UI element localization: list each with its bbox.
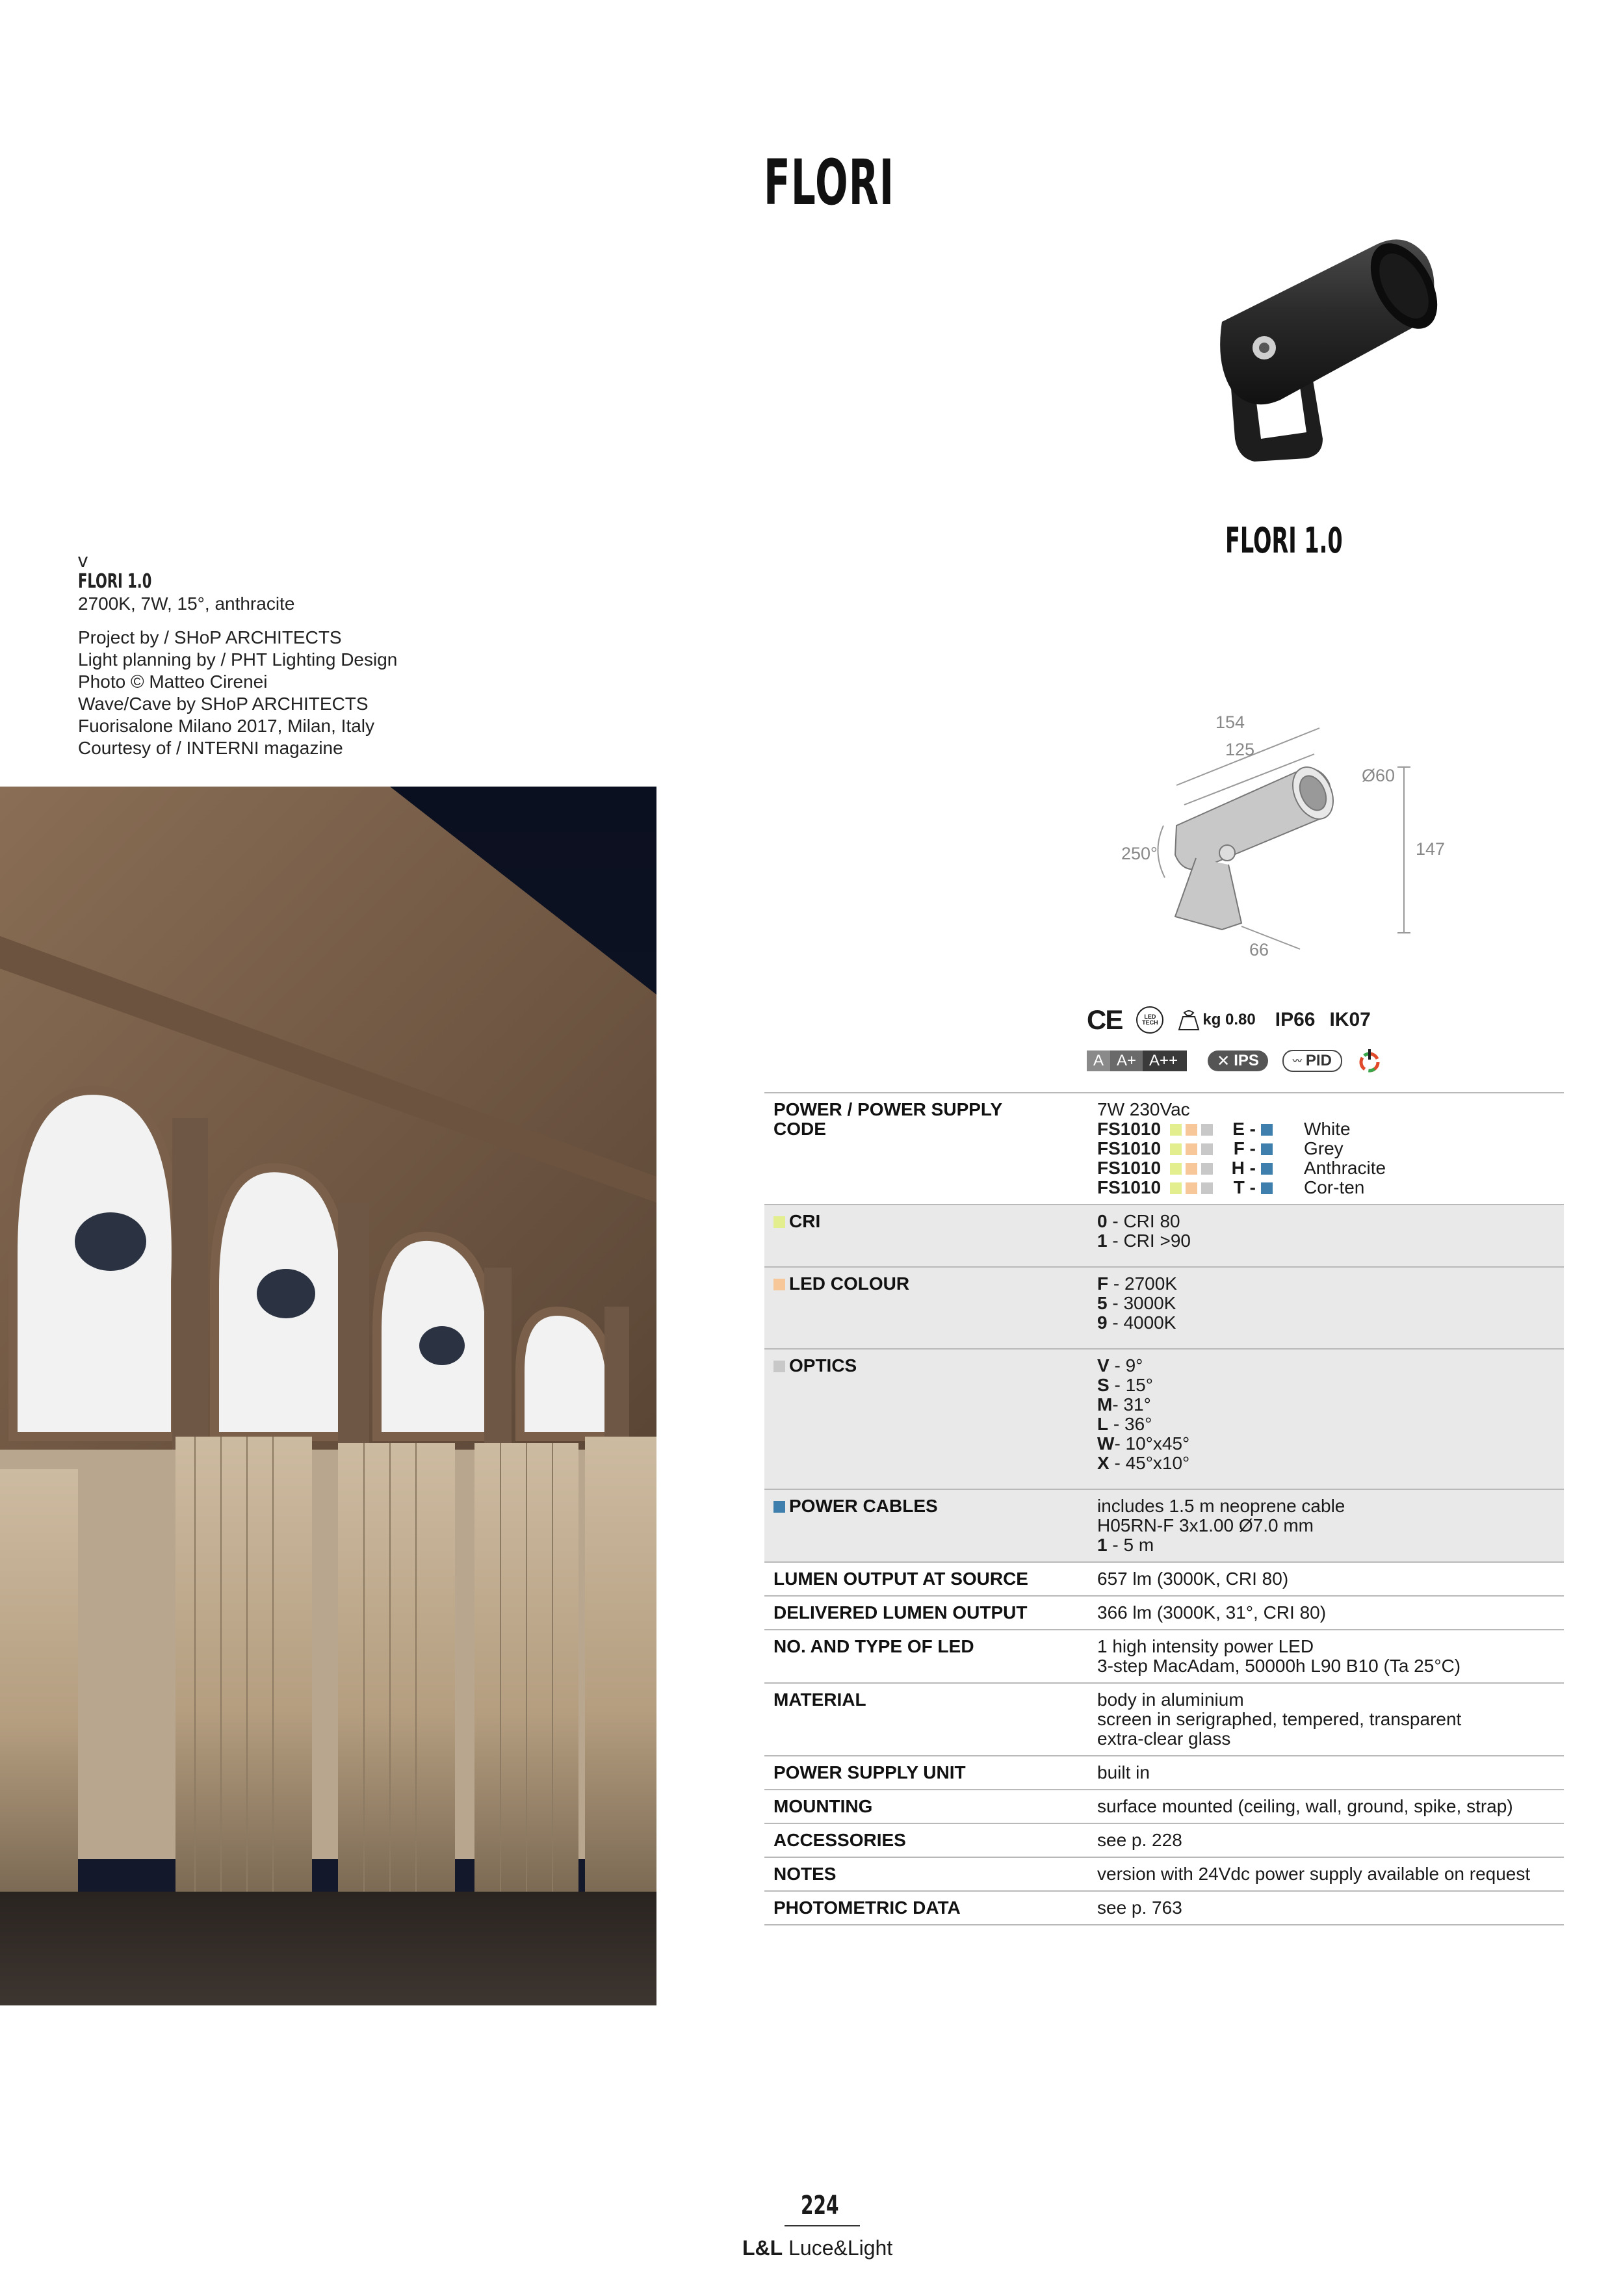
mounting-label: MOUNTING xyxy=(773,1796,873,1816)
led-swatch xyxy=(1186,1143,1197,1155)
cri-option: 0 - CRI 80 xyxy=(1097,1211,1180,1231)
optics-swatch xyxy=(773,1361,785,1372)
spec-row-led-colour xyxy=(764,1267,1564,1349)
spec-row-optics xyxy=(764,1349,1564,1489)
lumen-source-label: LUMEN OUTPUT AT SOURCE xyxy=(773,1569,1028,1589)
optics-option: M- 31° xyxy=(1097,1394,1151,1415)
photometric-label: PHOTOMETRIC DATA xyxy=(773,1898,961,1918)
finish-code: T - xyxy=(1233,1177,1256,1197)
led-colour-label: LED COLOUR xyxy=(789,1273,910,1294)
dim-rotation: 250° xyxy=(1121,844,1158,863)
cri-label: CRI xyxy=(789,1211,821,1231)
spec-row-power xyxy=(764,1093,1564,1205)
credit-line: Wave/Cave by SHoP ARCHITECTS xyxy=(78,694,369,714)
spec-row-mounting xyxy=(764,1790,1564,1823)
code-row xyxy=(1097,1178,1555,1197)
led-tech-icon: LED TECH xyxy=(1136,1006,1163,1034)
finish-name: Anthracite xyxy=(1304,1158,1386,1178)
material-line: screen in serigraphed, tempered, transparent xyxy=(1097,1709,1462,1729)
finish-code: E - xyxy=(1232,1119,1256,1139)
cables-label: POWER CABLES xyxy=(789,1496,938,1516)
lumen-source-value: 657 lm (3000K, CRI 80) xyxy=(1097,1569,1289,1589)
optics-option: L - 36° xyxy=(1097,1414,1152,1434)
optics-swatch xyxy=(1201,1182,1213,1194)
cable-swatch xyxy=(1261,1124,1273,1136)
cable-swatch xyxy=(1261,1182,1273,1194)
cable-swatch xyxy=(773,1501,785,1513)
spec-row-lumen-delivered xyxy=(764,1596,1564,1630)
footer-brand xyxy=(742,2236,892,2260)
finish-name: White xyxy=(1304,1119,1351,1139)
code: FS1010 xyxy=(1097,1177,1162,1197)
dim-154: 154 xyxy=(1215,712,1245,732)
footer-divider xyxy=(785,2225,860,2226)
optics-option: S - 15° xyxy=(1097,1375,1153,1395)
material-line: body in aluminium xyxy=(1097,1689,1244,1710)
code: FS1010 xyxy=(1097,1138,1162,1158)
notes-label: NOTES xyxy=(773,1864,837,1884)
certifications-row-2 xyxy=(1087,1048,1383,1074)
spec-table xyxy=(764,1092,1564,1925)
finish-code: H - xyxy=(1231,1158,1256,1178)
material-line: extra-clear glass xyxy=(1097,1729,1231,1749)
spec-row-notes xyxy=(764,1857,1564,1891)
cables-line: includes 1.5 m neoprene cable xyxy=(1097,1496,1345,1516)
page-number: 224 xyxy=(801,2191,839,2221)
cri-swatch xyxy=(1170,1182,1182,1194)
cables-line: H05RN-F 3x1.00 Ø7.0 mm xyxy=(1097,1515,1314,1535)
spec-row-accessories xyxy=(764,1823,1564,1857)
spec-row-psu xyxy=(764,1756,1564,1790)
credit-line: Light planning by / PHT Lighting Design xyxy=(78,649,398,670)
dim-147: 147 xyxy=(1416,839,1446,859)
finish-name: Grey xyxy=(1304,1138,1344,1158)
ips-badge xyxy=(1208,1050,1268,1071)
accessories-value[interactable]: see p. 228 xyxy=(1097,1830,1182,1850)
led-type-line: 3-step MacAdam, 50000h L90 B10 (Ta 25°C) xyxy=(1097,1656,1461,1676)
optics-swatch xyxy=(1201,1124,1213,1136)
optics-option: W- 10°x45° xyxy=(1097,1433,1190,1454)
cri-swatch xyxy=(1170,1143,1182,1155)
ik-rating: IK07 xyxy=(1329,1009,1371,1030)
material-label: MATERIAL xyxy=(773,1689,866,1710)
energy-class-badge xyxy=(1087,1050,1187,1071)
led-swatch xyxy=(773,1279,785,1290)
pid-icon: 〰 xyxy=(1292,1056,1302,1066)
weight-badge xyxy=(1178,1009,1255,1031)
caption-product-name: FLORI 1.0 xyxy=(78,570,152,593)
optics-swatch xyxy=(1201,1163,1213,1175)
finish-code: F - xyxy=(1233,1138,1256,1158)
cri-option: 1 - CRI >90 xyxy=(1097,1231,1191,1251)
led-swatch xyxy=(1186,1124,1197,1136)
led-option: F - 2700K xyxy=(1097,1273,1177,1294)
led-type-label: NO. AND TYPE OF LED xyxy=(773,1636,974,1656)
notes-value: version with 24Vdc power supply available on request xyxy=(1097,1864,1531,1884)
pid-badge xyxy=(1282,1050,1342,1072)
spec-row-cri xyxy=(764,1205,1564,1267)
optics-option: X - 45°x10° xyxy=(1097,1453,1190,1473)
lumen-delivered-value: 366 lm (3000K, 31°, CRI 80) xyxy=(1097,1602,1327,1623)
psu-value: built in xyxy=(1097,1762,1150,1782)
accessories-label: ACCESSORIES xyxy=(773,1830,906,1850)
ips-label: IPS xyxy=(1234,1052,1259,1069)
brand-name: Luce&Light xyxy=(783,2236,893,2260)
code: FS1010 xyxy=(1097,1158,1162,1178)
energy-class-a-plus-plus: A++ xyxy=(1143,1050,1187,1071)
psu-label: POWER SUPPLY UNIT xyxy=(773,1762,966,1782)
installation-photo xyxy=(0,787,656,2005)
dim-diameter: Ø60 xyxy=(1362,766,1396,785)
photo-caption xyxy=(78,551,397,759)
recycle-icon xyxy=(1357,1048,1383,1074)
product-label: FLORI 1.0 xyxy=(1225,520,1343,561)
caption-spec: 2700K, 7W, 15°, anthracite xyxy=(78,594,295,614)
code-row xyxy=(1097,1139,1555,1158)
cri-swatch xyxy=(1170,1163,1182,1175)
cable-swatch xyxy=(1261,1143,1273,1155)
credit-line: Photo © Matteo Cirenei xyxy=(78,672,268,692)
power-value: 7W 230Vac xyxy=(1097,1099,1190,1119)
brand-short: L&L xyxy=(742,2236,783,2260)
page-title: FLORI xyxy=(764,146,895,219)
optics-option: V - 9° xyxy=(1097,1355,1143,1376)
weight-value: kg 0.80 xyxy=(1202,1011,1256,1028)
spec-row-led-type xyxy=(764,1630,1564,1683)
spec-row-cables xyxy=(764,1489,1564,1562)
power-label: POWER / POWER SUPPLY xyxy=(773,1099,1003,1119)
led-option: 5 - 3000K xyxy=(1097,1293,1176,1313)
photometric-value[interactable]: see p. 763 xyxy=(1097,1898,1182,1918)
code-label: CODE xyxy=(773,1119,826,1139)
cri-swatch xyxy=(1170,1124,1182,1136)
certifications-row xyxy=(1087,1004,1371,1036)
led-swatch xyxy=(1186,1163,1197,1175)
ce-mark-icon: CE xyxy=(1087,1004,1123,1035)
credit-line: Project by / SHoP ARCHITECTS xyxy=(78,627,342,647)
cri-swatch xyxy=(773,1216,785,1228)
optics-swatch xyxy=(1201,1143,1213,1155)
mounting-value: surface mounted (ceiling, wall, ground, spike, strap) xyxy=(1097,1796,1513,1816)
ips-icon: ✕ xyxy=(1217,1052,1230,1070)
pid-label: PID xyxy=(1305,1052,1332,1069)
code-row xyxy=(1097,1119,1555,1139)
dimension-drawing xyxy=(1105,709,1456,969)
lumen-delivered-label: DELIVERED LUMEN OUTPUT xyxy=(773,1602,1028,1623)
led-option: 9 - 4000K xyxy=(1097,1312,1176,1333)
cable-swatch xyxy=(1261,1163,1273,1175)
product-image xyxy=(1183,231,1456,478)
energy-class-a-plus: A+ xyxy=(1110,1050,1143,1071)
caption-arrow: v xyxy=(78,550,88,571)
cables-option: 1 - 5 m xyxy=(1097,1535,1154,1555)
weight-icon xyxy=(1178,1009,1200,1031)
caption-credits xyxy=(78,627,397,759)
led-swatch xyxy=(1186,1182,1197,1194)
credit-line: Courtesy of / INTERNI magazine xyxy=(78,738,343,758)
dim-125: 125 xyxy=(1225,740,1255,759)
dim-66: 66 xyxy=(1249,940,1269,959)
energy-class-a: A xyxy=(1087,1050,1110,1071)
spec-row-lumen-source xyxy=(764,1562,1564,1596)
optics-label: OPTICS xyxy=(789,1355,857,1376)
credit-line: Fuorisalone Milano 2017, Milan, Italy xyxy=(78,716,375,736)
spec-row-material xyxy=(764,1683,1564,1756)
code-row xyxy=(1097,1158,1555,1178)
spec-row-photometric xyxy=(764,1891,1564,1925)
led-type-line: 1 high intensity power LED xyxy=(1097,1636,1314,1656)
finish-name: Cor-ten xyxy=(1304,1177,1365,1197)
ip-rating: IP66 xyxy=(1275,1009,1316,1030)
code: FS1010 xyxy=(1097,1119,1162,1139)
